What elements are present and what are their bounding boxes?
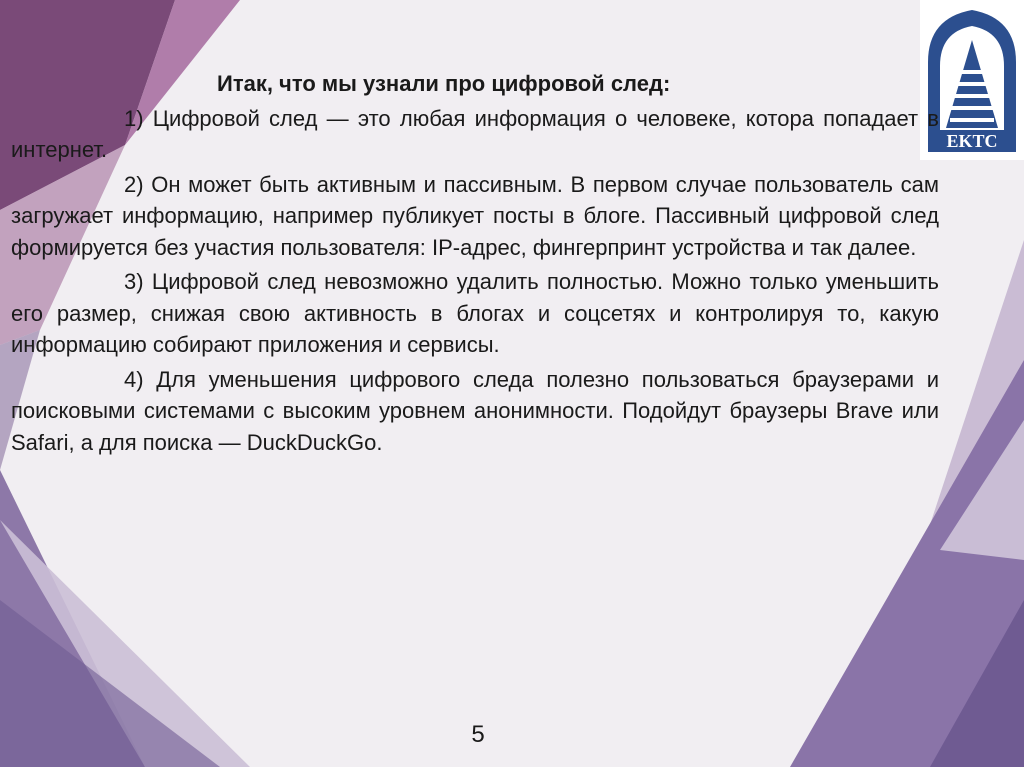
slide-content bbox=[11, 68, 939, 461]
paragraph-2: 2) Он может быть активным и пассивным. В первом случае пользователь сам загружает информацию, например публикует посты в блоге. Пассивный цифровой след формируется без участия пользователя: IP-адрес, фингерпринт устройства и так далее. bbox=[11, 171, 939, 260]
logo-text: EKTC bbox=[946, 131, 998, 151]
paragraph-3: 3) Цифровой след невозможно удалить полностью. Можно только уменьшить его размер, снижая свою активность в блогах и соцсетях и контролируя то, какую информацию собирают приложения и сервисы. bbox=[11, 269, 939, 357]
paragraph-4: 4) Для уменьшения цифрового следа полезно пользоваться браузерами и поисковыми системами с высоким уровнем анонимности. Подойдут браузеры Brave или Safari, а для поиска — DuckDuckGo. bbox=[11, 366, 939, 455]
paragraph-1: 1) Цифровой след — это любая информация о человеке, котора попадает в интернет. bbox=[11, 105, 939, 162]
page-number: 5 bbox=[471, 721, 485, 748]
slide-heading: Итак, что мы узнали про цифровой след: bbox=[217, 71, 671, 96]
